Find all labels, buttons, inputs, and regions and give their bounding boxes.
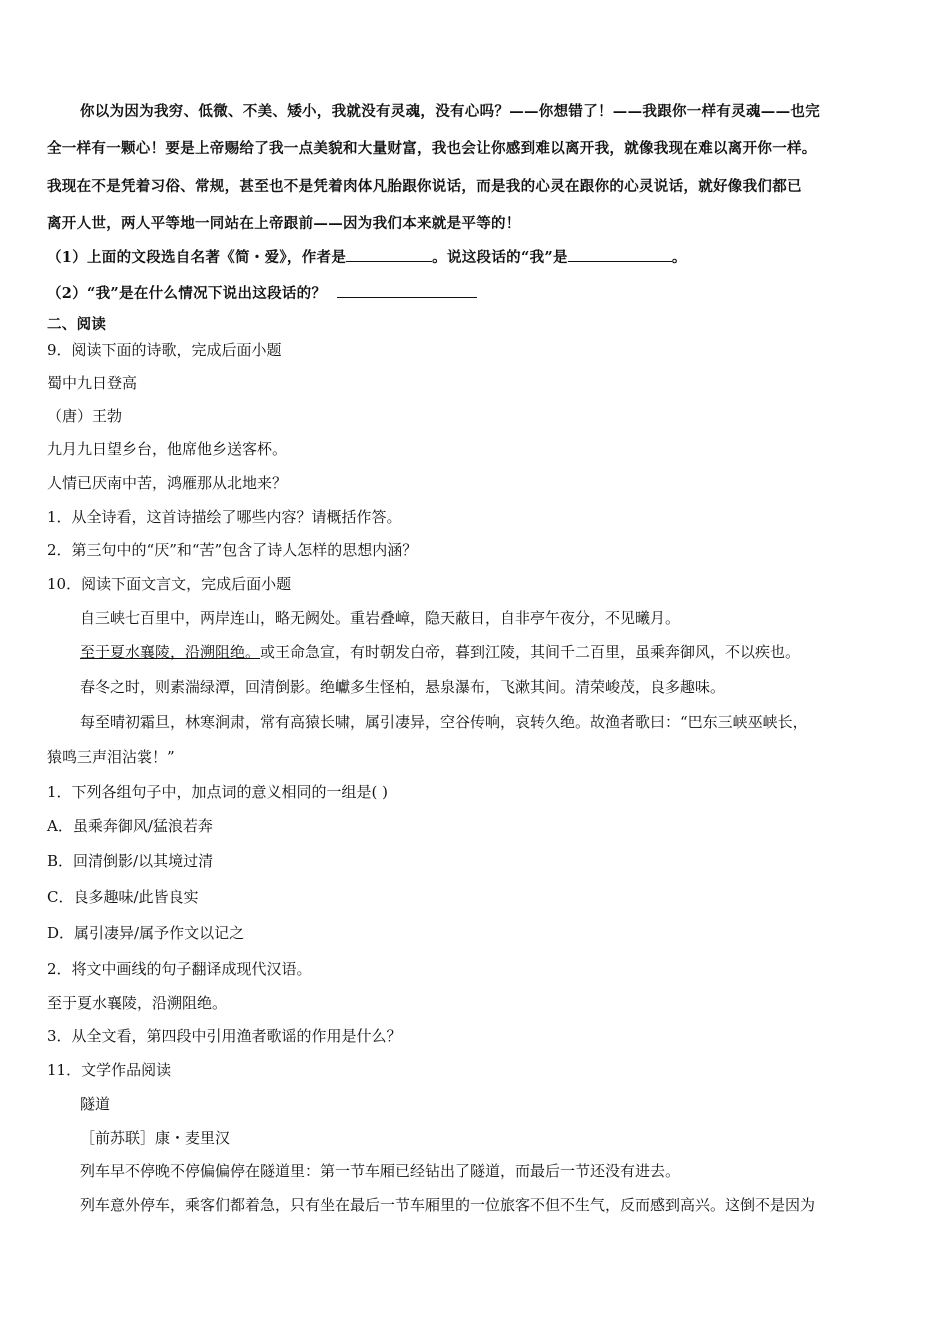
story-title: 隧道	[80, 1095, 111, 1113]
underlined-sentence: 至于夏水襄陵，沿溯阻绝。	[80, 643, 261, 661]
poem-line-1: 九月九日望乡台，他席他乡送客杯。	[47, 440, 288, 458]
question-2-fill-in	[47, 282, 477, 305]
poem-line-2: 人情已厌南中苦，鸿雁那从北地来？	[47, 474, 288, 492]
section-2-title: 二、阅读	[47, 316, 107, 333]
classical-para-4-line-2: 猿鸣三声泪沾裳！”	[47, 748, 175, 766]
story-para-1: 列车早不停晚不停偏偏停在隧道里：第一节车厢已经钻出了隧道，而最后一节还没有进去。	[80, 1162, 681, 1180]
option-d[interactable]: D．属引凄异/属予作文以记之	[47, 924, 245, 942]
question-1-text-b: 。说这段话的“我”是	[432, 249, 568, 266]
story-para-2: 列车意外停车，乘客们都着急，只有坐在最后一节车厢里的一位旅客不但不生气，反而感到高兴。这倒不是因为	[80, 1196, 816, 1214]
option-b[interactable]: B．回清倒影/以其境过清	[47, 852, 214, 870]
classical-para-2-rest: 或王命急宣，有时朝发白帝，暮到江陵，其间千二百里，虽乘奔御风，不以疾也。	[260, 643, 801, 661]
passage-line-1: 你以为因为我穷、低微、不美、矮小，我就没有灵魂，没有心吗？——你想错了！——我跟你一样有灵魂——也完	[80, 103, 820, 120]
q9-subquestion-2: 2．第三句中的“厌”和“苦”包含了诗人怎样的思想内涵？	[47, 541, 418, 559]
q10-prompt: 10．阅读下面文言文，完成后面小题	[47, 575, 292, 593]
passage-line-3: 我现在不是凭着习俗、常规，甚至也不是凭着肉体凡胎跟你说话，而是我的心灵在跟你的心灵说话，就好像我们都已	[47, 178, 802, 195]
classical-para-1: 自三峡七百里中，两岸连山，略无阙处。重岩叠嶂，隐天蔽日，自非亭午夜分，不见曦月。	[80, 609, 681, 627]
q10-translation-sentence: 至于夏水襄陵，沿溯阻绝。	[47, 994, 228, 1012]
q9-subquestion-1: 1．从全诗看，这首诗描绘了哪些内容？请概括作答。	[47, 508, 402, 526]
option-a[interactable]: A．虽乘奔御风/猛浪若奔	[47, 817, 213, 835]
poem-author: （唐）王勃	[47, 407, 123, 425]
classical-para-2	[80, 641, 800, 663]
q9-prompt: 9．阅读下面的诗歌，完成后面小题	[47, 341, 282, 359]
q10-subquestion-3: 3．从全文看，第四段中引用渔者歌谣的作用是什么？	[47, 1027, 402, 1045]
passage-line-4: 离开人世，两人平等地一同站在上帝跟前——因为我们本来就是平等的！	[47, 215, 521, 232]
q10-subquestion-2: 2．将文中画线的句子翻译成现代汉语。	[47, 960, 312, 978]
story-author: ［前苏联］康・麦里汉	[80, 1129, 231, 1147]
author-answer-blank[interactable]	[346, 246, 432, 262]
question-1-fill-in	[47, 246, 687, 269]
speaker-answer-blank[interactable]	[568, 246, 672, 262]
poem-title: 蜀中九日登高	[47, 374, 138, 392]
passage-line-2: 全一样有一颗心！要是上帝赐给了我一点美貌和大量财富，我也会让你感到难以离开我，就像我现在难以离开你一样。	[47, 140, 817, 157]
q10-subquestion-1: 1．下列各组句子中，加点词的意义相同的一组是( )	[47, 783, 389, 801]
q11-prompt: 11．文学作品阅读	[47, 1061, 172, 1079]
question-2-text: （2）“我”是在什么情况下说出这段话的？	[47, 285, 327, 302]
question-1-text-a: （1）上面的文段选自名著《简・爱》，作者是	[47, 249, 347, 266]
classical-para-3: 春冬之时，则素湍绿潭，回清倒影。绝巘多生怪柏，悬泉瀑布，飞漱其间。清荣峻茂，良多趣味。	[80, 678, 726, 696]
classical-para-4-line-1: 每至晴初霜旦，林寒涧肃，常有高猿长啸，属引凄异，空谷传响，哀转久绝。故渔者歌曰：“巴东三峡巫峡长，	[80, 713, 808, 731]
option-c[interactable]: C．良多趣味/此皆良实	[47, 888, 199, 906]
situation-answer-blank[interactable]	[337, 282, 477, 298]
question-1-text-c: 。	[671, 249, 687, 266]
